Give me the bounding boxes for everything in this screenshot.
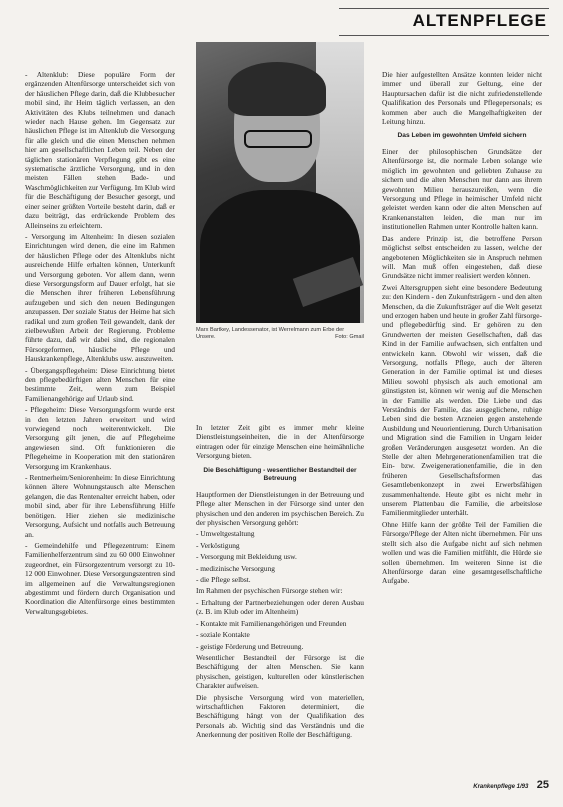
list-item: - Erhaltung der Partnerbeziehungen oder deren Ausbau (z. B. im Klub oder im Altenheim) bbox=[196, 597, 364, 617]
magazine-issue: Krankenpflege 1/93 bbox=[473, 784, 529, 790]
section-title: ALTENPFLEGE bbox=[412, 11, 547, 30]
page-number: 25 bbox=[536, 779, 549, 791]
list-item: - Kontakte mit Familienangehörigen und Freunden bbox=[196, 618, 347, 628]
paragraph: In letzter Zeit gibt es immer mehr kleine Dienstleistungseinheiten, die in der Altenfürsorge eintragen oder für einzige Menschen eine heimähnliche Versorgung bieten. bbox=[196, 423, 364, 461]
paragraph: - Gemeindehilfe und Pflegezentrum: Einem Familienhelferzentrum sind zu 60 000 Einwohner zugeordnet, ein Fürsorgezentrum versorgt zu 10-12 000 Einwohner. Diese Versorgungszentren sind im allgemeinen auf die Verwaltungsregionen abgestimmt und fördern durch Organisation und Koordination die Altenfürsorge eines bestimmten Verwaltungsgebietes. bbox=[25, 540, 175, 616]
column-right bbox=[382, 70, 542, 588]
list-item: - Umweltgestaltung bbox=[196, 529, 255, 539]
paragraph: Die physische Versorgung wird von materiellen, wirtschaftlichen Faktoren determiniert, die Beschäftigung hängt von der Qualifikation des Personals ab. Wichtig sind das Verständnis und die Anerkennung der positiven Rolle der Beschäftigung. bbox=[196, 692, 364, 740]
list-item: - medizinische Versorgung bbox=[196, 563, 275, 573]
photo-caption bbox=[196, 327, 364, 341]
paragraph: - Rentnerheim/Seniorenheim: In diese Einrichtung können ältere Wohnungstausch alte Menschen gelangen, die das Rentenalter erreicht haben, oder mobil sind, aber für ihre Lebensführung Hilfe benötigen. Hier ziehen sie medizinische Versorgung, Aufsicht und notfalls auch Betreuung an. bbox=[25, 473, 175, 539]
list-item: - soziale Kontakte bbox=[196, 630, 250, 640]
subheading: Die Beschäftigung - wesentlicher Bestandteil der Betreuung bbox=[203, 466, 357, 483]
subheading: Das Leben im gewohnten Umfeld sichern bbox=[397, 132, 527, 140]
paragraph: - Versorgung im Altenheim: In diesen sozialen Einrichtungen wird denen, die eine im Rahmen der häuslichen Pflege oder des Altenklubs nicht ausreichende Hilfe erhalten können, Unterkunft und Versorgung geboten. Vor allem dann, wenn diese Versorgungsform auf Dauer erfolgt, hat sie die Menschen ihrer früheren Lebensführung aufzugeben und sich den neuen Bedingungen anzupassen. Der soziale Status der Heime hat sich radikal und zum großen Teil gewandelt, dank der zielbewußten Arbeit der Regierung. Probleme führte dazu, daß wir dabei sind, die regionalen Fürsorgeformen, häusliche Pflege und Hauskrankenpflege, Altenklubs usw. auszuweiten. bbox=[25, 231, 175, 364]
paragraph: Einer der philosophischen Grundsätze der Altenfürsorge ist, die normale Leben solange wie möglich im gewohnten und geliebten Zuhause zu sichern und die alten Menschen nur dann aus ihrem gewohnten Milieu herauszureißen, wenn die Versorgung und Pflege in heimischer Umfeld nicht geleistet werden kann oder die alten Menschen auf Krankenanstalten leiden, die man nur im institutionellen Rahmen unter Kontrolle halten kann. bbox=[382, 147, 542, 232]
paragraph: Hauptformen der Dienstleistungen in der Betreuung und Pflege alter Menschen in der Fürsorge sind unter den physischen und den anderen im psychischen Bereich. Zu der physischen Versorgung gehört: bbox=[196, 489, 364, 528]
list-item: - Verköstigung bbox=[196, 540, 240, 550]
section-banner bbox=[339, 8, 549, 36]
paragraph: Zwei Altersgruppen sieht eine besondere Bedeutung zu: den Kindern - den Zukunftsträgern - und den alten Menschen, da die Zukunftsträger auf die Welt gesetzt und erzogen haben und heute in großer Zahl fürsorge- und pflegebedürftig sind. Er gehören zu den Grundwerten der meisten Gesellschaften, daß das Kind in der Familie aufwachsen, sich entfalten und entwickeln kann. Obwohl wir wissen, daß die Versorgung, notfalls Pflege, auch der älteren Generation in der Familie optimal ist und dieses Milieu sowohl physisch als auch emotional am günstigsten ist, können wir wenig auf die Menschen in der Familie als werden. Die Liebe und das Verständnis der Familie, das ausgeglichene, ruhige Leben sind die besten Arzneien gegen anstehende Ausbildung und Neuorientierung. Durch Urbanisation und Migration sind die Familien in Ungarn leider großen Veränderungen ausgesetzt worden. An die Stelle der alten Mehrgenerationenfamilien trat die Ein- bzw. Zweigenerationenfamilie, die in den früheren Gesellschaftsformen das Gesamtlebenkonzept in zwei Erwerbsfähigen zusammenhaltende. Heute gibt es nicht mehr in unserem Plattenbau die Familie, die arbeitslose Familienmitglieder unterhält. bbox=[382, 282, 542, 518]
paragraph: Die hier aufgestellten Ansätze konnten leider nicht immer und überall zur Geltung, eine der Hauptursachen dafür ist die nicht zufriedenstellende Qualifikation des Personals und Pflegepersonals; es kommen aber auch die Mangelhaftigkeiten der Leitung hinzu. bbox=[382, 70, 542, 127]
list-item: - geistige Förderung und Betreuung. bbox=[196, 641, 304, 651]
paragraph: Wesentlicher Bestandteil der Fürsorge ist die Beschäftigung der alten Menschen. Sie kann physischen, geistigen, kulturellen oder künstlerischen Charakter aufweisen. bbox=[196, 652, 364, 691]
paragraph: Ohne Hilfe kann der größte Teil der Familien die Fürsorge/Pflege der Alten nicht übernehmen. Für uns stellt sich also die Aufgabe nicht auf sich nehmen wollen und was die Familien mitfühlt, die Hürde sie sollen übernehmen. Im weiteren Sinne ist die Altenfürsorge daran eine gesamtgesellschaftliche Aufgabe. bbox=[382, 519, 542, 586]
page-footer bbox=[473, 775, 549, 793]
paragraph: Im Rahmen der psychischen Fürsorge stehen wir: bbox=[196, 586, 343, 596]
caption-text: Marx Bartkey, Landessenator, ist Werrelmann zum Erbe der Unsere. bbox=[196, 327, 345, 340]
photo-credit: Foto: Gmail bbox=[335, 334, 364, 340]
paragraph: Das andere Prinzip ist, die betroffene Person möglichst selbst entscheiden zu lassen, welche der angebotenen Möglichkeiten sie in Anspruch nehmen will. Man muß offen eingestehen, daß diese Grundsätze nicht immer realisiert werden können. bbox=[382, 233, 542, 281]
portrait-photo bbox=[196, 42, 364, 323]
list-item: - die Pflege selbst. bbox=[196, 575, 251, 585]
paragraph: - Pflegeheim: Diese Versorgungsform wurde erst in den letzten Jahren erweitert und wird vorwiegend noch weiterentwickelt. Die Versorgung gilt jenen, die auf Pflegeheime angewiesen sind. Oft funktionieren die Pflegeheime in Kooperation mit den stationären Versorgung im Krankenhaus. bbox=[25, 405, 175, 471]
list-item: - Versorgung mit Bekleidung usw. bbox=[196, 552, 297, 562]
paragraph: - Altenklub: Diese populäre Form der ergänzenden Altenfürsorge unterscheidet sich von der häuslichen Pflege darin, daß die Klubbesucher mobil sind, ihr Heim täglich verlassen, an den Aktivitäten des Klubs teilnehmen und danach wieder nach Hause gehen. Im Gegensatz zur häuslichen Pflege ist im Altenklub die Versorgung für alle gleich und die einen Menschen nehmen hier am gesellschaftlichen Leben teil. Neben der täglichen stationären Verpflegung gibt es eine systematische ärztliche Versorgung, und in den meisten Fällen stehen Bade- und Waschmöglichkeiten zur Verfügung. Im Klub wird für die Beschäftigung der Besucher gesorgt, und einer seiner größten Vorteile besteht darin, daß er dazu beiträgt, das erdrückende Problem des Alleinseins zu erleichtern. bbox=[25, 70, 175, 230]
glasses-shape bbox=[244, 130, 312, 148]
paragraph: - Übergangspflegeheim: Diese Einrichtung bietet den pflegebedürftigen alten Menschen für eine bestimmte Zeit, wenn zum Beispiel Familienangehörige auf Urlaub sind. bbox=[25, 365, 175, 403]
column-middle bbox=[196, 423, 364, 742]
column-left bbox=[25, 70, 175, 618]
